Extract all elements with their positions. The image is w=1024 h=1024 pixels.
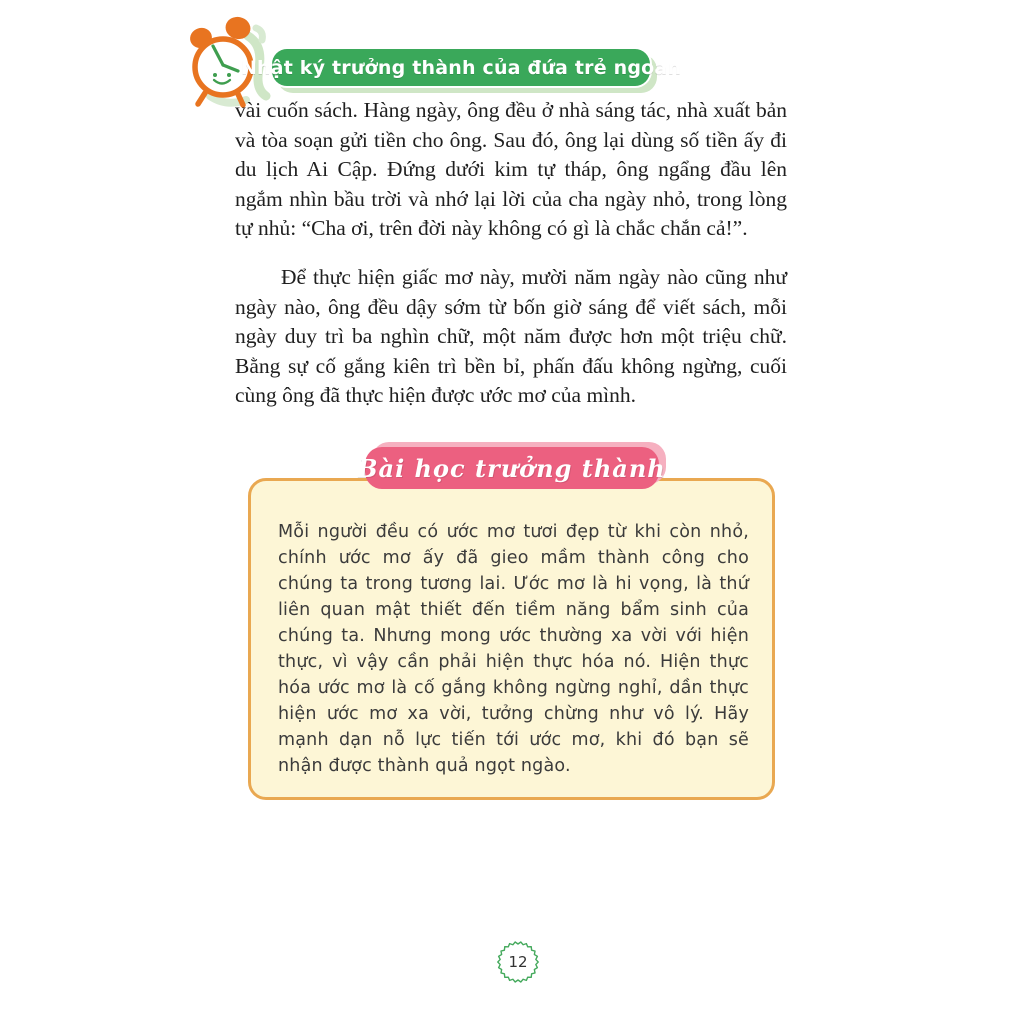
scalloped-page-number-stamp xyxy=(496,940,540,984)
chapter-title-badge xyxy=(240,49,682,86)
body-text xyxy=(235,96,787,430)
lesson-section xyxy=(248,447,775,800)
lesson-text: Mỗi người đều có ước mơ tươi đẹp từ khi còn nhỏ, chính ước mơ ấy đã gieo mầm thành công cho chúng ta trong tương lai. Ước mơ là hi vọng, là thứ liên quan mật thiết đến tiềm năng bẩm sinh của chúng ta. Nhưng mong ước thường xa vời với hiện thực, vì vậy cần phải hiện thực hóa nó. Hiện thực hóa ước mơ là cố gắng không ngừng nghỉ, dần thực hiện ước mơ xa vời, tưởng chừng như vô lý. Hãy mạnh dạn nỗ lực tiến tới ước mơ, khi đó bạn sẽ nhận được thành quả ngọt ngào. xyxy=(278,522,749,776)
paragraph-2: Để thực hiện giấc mơ này, mười năm ngày nào cũng như ngày nào, ông đều dậy sớm từ bốn giờ sáng để viết sách, mỗi ngày duy trì ba nghìn chữ, một năm được hơn một triệu chữ. Bằng sự cố gắng kiên trì bền bỉ, phấn đấu không ngừng, cuối cùng ông đã thực hiện được ước mơ của mình. xyxy=(235,264,787,408)
lesson-box xyxy=(248,478,775,800)
paragraph-1: vài cuốn sách. Hàng ngày, ông đều ở nhà sáng tác, nhà xuất bản và tòa soạn gửi tiền cho ông. Sau đó, ông lại dùng số tiền ấy đi du lịch Ai Cập. Đứng dưới kim tự tháp, ông ngẩng đầu lên ngắm nhìn bầu trời và nhớ lại lời của cha ngày nhỏ, trong lòng tự nhủ: “Cha ơi, trên đời này không có gì là chắc chắn cả!”. xyxy=(235,98,787,241)
lesson-banner xyxy=(357,447,666,489)
chapter-title: Nhật ký trưởng thành của đứa trẻ ngoan xyxy=(240,56,682,79)
page-number: 12 xyxy=(508,953,528,971)
lesson-banner-title: Bài học trưởng thành xyxy=(357,453,666,483)
